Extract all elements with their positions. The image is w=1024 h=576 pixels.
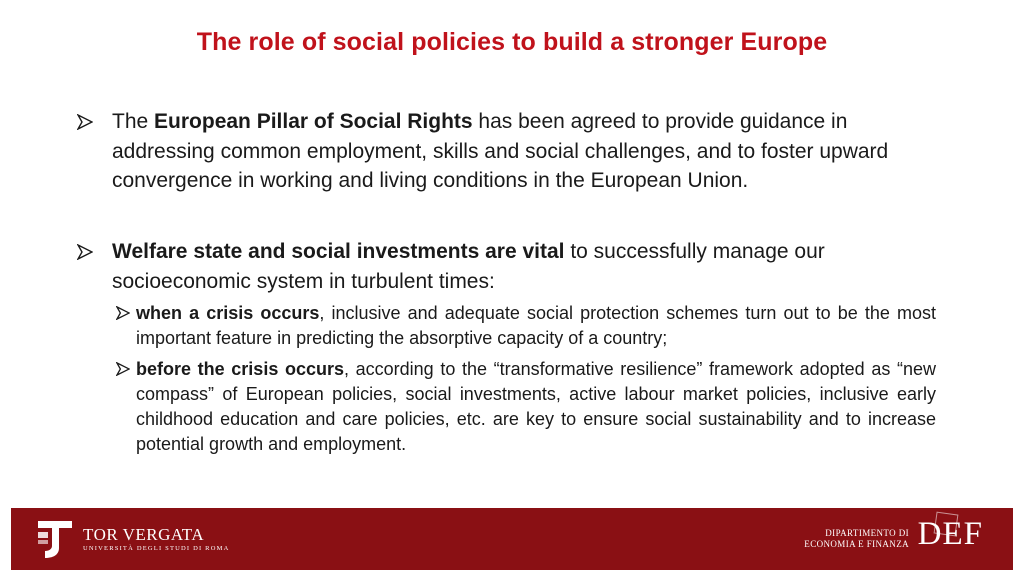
bullet-welfare-state [112,237,942,296]
bullet-text-post: to successfully manage our socioeconomic system in turbulent times: [112,240,825,293]
university-subtitle: UNIVERSITÀ DEGLI STUDI DI ROMA [83,545,230,552]
university-name: TOR VERGATA [83,525,205,544]
bullet-text-pre: The [112,110,155,133]
footer-bar [11,508,1013,570]
department-line-2: ECONOMIA E FINANZA [804,539,909,549]
sub-bullet-text: , according to the “transformative resilience” framework adopted as “new compass” of European policies, social investments, active labour market policies, inclusive early childhood education and care policies, etc. are key to ensure social sustainability and to increase potential growth and employment. [136,359,936,454]
bullet-text-bold: European Pillar of Social Rights [154,110,473,133]
sub-bullet-bold: before the crisis occurs [136,359,344,379]
arrowhead-bullet-icon [77,244,93,260]
sub-bullet-text: , inclusive and adequate social protection schemes turn out to be the most important feature in predicting the absorptive capacity of a country; [136,303,936,348]
bullet-text-post: has been agreed to provide guidance in addressing common employment, skills and social challenges, and to foster upward convergence in working and living conditions in the European Union. [112,110,889,192]
bullet-pillar-of-social-rights [112,107,942,196]
def-logo: DEF [917,516,983,552]
bullet-text-bold: Welfare state and social investments are vital [112,240,565,263]
arrowhead-bullet-icon [116,306,130,320]
sub-bullet-when-crisis [136,301,936,351]
arrowhead-bullet-icon [77,114,93,130]
slide-title: The role of social policies to build a stronger Europe [196,28,828,56]
tor-vergata-logo [35,518,75,560]
department-line-1: DIPARTIMENTO DI [825,528,909,538]
sub-bullet-before-crisis [136,357,936,457]
arrowhead-bullet-icon [116,362,130,376]
sub-bullet-bold: when a crisis occurs [136,303,320,323]
